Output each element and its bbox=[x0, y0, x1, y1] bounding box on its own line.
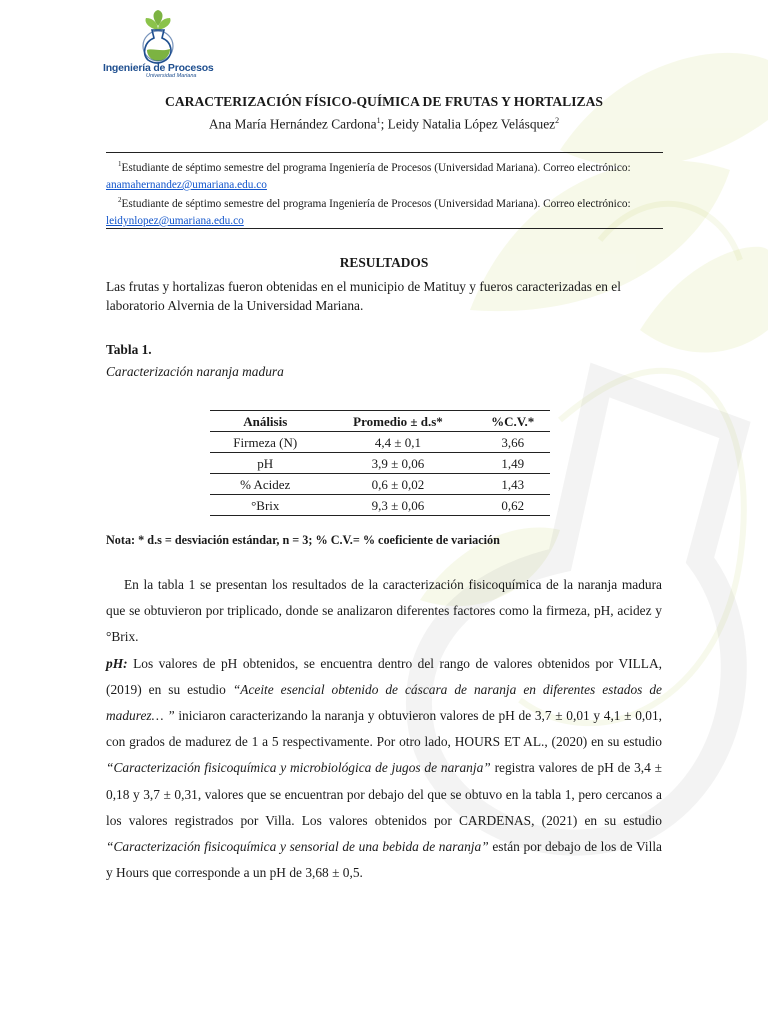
column-header: Promedio ± d.s* bbox=[320, 411, 475, 432]
author-line bbox=[0, 116, 768, 132]
author-name: Leidy Natalia López Velásquez bbox=[387, 116, 556, 132]
section-heading: RESULTADOS bbox=[339, 255, 429, 270]
paragraph: En la tabla 1 se presentan los resultados de la caracterización fisicoquímica de la naranja madura que se obtuvieron por triplicado, donde se analizaron diferentes factores como la firmeza, pH, acidez y °Brix. bbox=[106, 577, 662, 645]
paragraph-text: están por debajo de los de Villa y Hours que corresponde a un pH de 3,68 ± 0,5. bbox=[106, 839, 662, 881]
footnote-marker: 2 bbox=[118, 196, 122, 204]
body-text bbox=[106, 572, 662, 886]
paragraph-text: Los valores de pH obtenidos, se encuentra dentro del rango de valores obtenidos por VILLA, (2019) en su estudio bbox=[106, 655, 662, 697]
table-cell: 0,6 ± 0,02 bbox=[320, 474, 475, 495]
table-header-row bbox=[210, 411, 550, 432]
footnote-2 bbox=[106, 192, 662, 230]
table-row bbox=[210, 495, 550, 516]
paragraph-text: registra valores de pH de 3,4 ± 0,18 y 3,7 ± 0,31, valores que se encuentran por debajo del que se obtuvo en la tabla 1, pero cercanos a los valores registrados por Villa. Los valores obtenidos por CARDENAS, (2021) en su estudio bbox=[106, 760, 662, 828]
footnote-divider bbox=[106, 152, 663, 153]
author-footnote-marker: 2 bbox=[555, 116, 560, 125]
footnote-text: Estudiante de séptimo semestre del programa Ingeniería de Procesos (Universidad Mariana). Correo electrónico: bbox=[121, 161, 631, 174]
footnote-text: Estudiante de séptimo semestre del programa Ingeniería de Procesos (Universidad Mariana). Correo electrónico: bbox=[121, 197, 631, 210]
footnote-divider bbox=[106, 228, 663, 229]
email-link[interactable]: anamahernandez@umariana.edu.co bbox=[106, 178, 267, 191]
table-cell: 1,49 bbox=[475, 453, 550, 474]
citation-title: “Aceite esencial obtenido de cáscara de naranja en diferentes estados de madurez… ” bbox=[106, 681, 662, 724]
citation-title: “Caracterización fisicoquímica y microbiológica de jugos de naranja” bbox=[106, 760, 491, 776]
table-cell: pH bbox=[210, 453, 320, 474]
logo-title: Ingeniería de Procesos bbox=[103, 62, 214, 74]
table-row bbox=[210, 432, 550, 453]
paragraph-lead: pH: bbox=[106, 655, 128, 671]
author-separator: ; bbox=[380, 116, 388, 132]
citation-title: “Caracterización fisicoquímica y sensorial de una bebida de naranja” bbox=[106, 839, 489, 855]
column-header: %C.V.* bbox=[475, 411, 550, 432]
table-cell: Firmeza (N) bbox=[210, 432, 320, 453]
author-name: Ana María Hernández Cardona bbox=[208, 116, 377, 132]
table-cell: 4,4 ± 0,1 bbox=[320, 432, 475, 453]
logo-subtitle: Universidad Mariana bbox=[146, 73, 197, 79]
footnote-marker: 1 bbox=[118, 160, 122, 168]
table-cell: 9,3 ± 0,06 bbox=[320, 495, 475, 516]
table-cell: 3,9 ± 0,06 bbox=[320, 453, 475, 474]
table-cell: 1,43 bbox=[475, 474, 550, 495]
footnote-1 bbox=[106, 156, 662, 194]
table-cell: 0,62 bbox=[475, 495, 550, 516]
table-cell: % Acidez bbox=[210, 474, 320, 495]
table-label: Tabla 1. bbox=[106, 342, 152, 357]
document-title: CARACTERIZACIÓN FÍSICO-QUÍMICA DE FRUTAS Y HORTALIZAS bbox=[165, 94, 603, 109]
table-row bbox=[210, 474, 550, 495]
author-footnote-marker: 1 bbox=[376, 116, 381, 125]
data-table bbox=[210, 410, 550, 516]
paragraph-text: iniciaron caracterizando la naranja y obtuvieron valores de pH de 3,7 ± 0,01 y 4,1 ± 0,01, con grados de madurez de 1 a 5 respectivamente. Por otro lado, HOURS ET AL., (2020) en su estudio bbox=[106, 708, 662, 750]
table-row bbox=[210, 453, 550, 474]
results-intro: Las frutas y hortalizas fueron obtenidas en el municipio de Matituy y fueros caracterizadas en el laboratorio Alvernia de la Universidad Mariana. bbox=[106, 279, 621, 313]
table-note: Nota: * d.s = desviación estándar, n = 3; % C.V.= % coeficiente de variación bbox=[106, 533, 500, 547]
column-header: Análisis bbox=[210, 411, 320, 432]
table-cell: 3,66 bbox=[475, 432, 550, 453]
table-caption: Caracterización naranja madura bbox=[106, 364, 284, 379]
paragraph bbox=[106, 651, 662, 887]
email-link[interactable]: leidynlopez@umariana.edu.co bbox=[106, 214, 244, 227]
table-cell: °Brix bbox=[210, 495, 320, 516]
